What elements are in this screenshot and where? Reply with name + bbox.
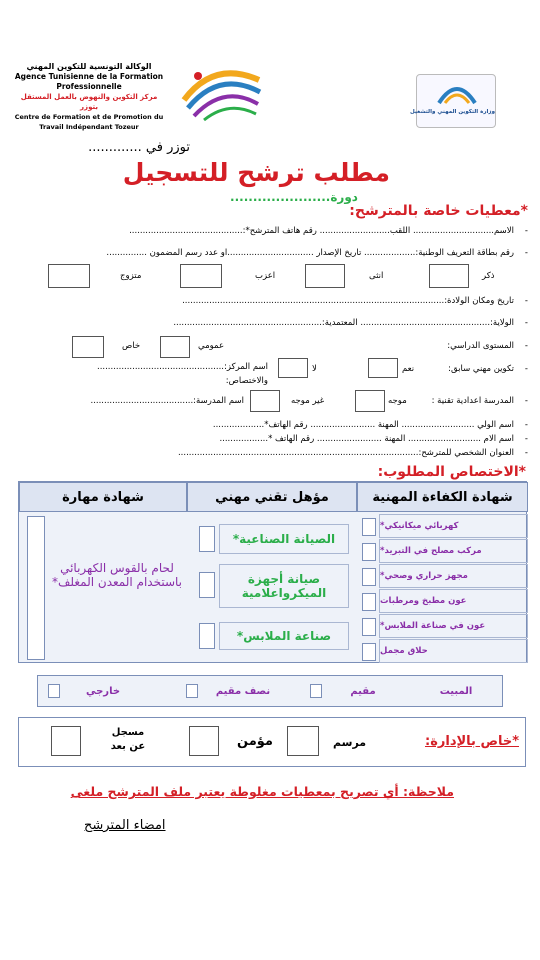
married-checkbox[interactable] — [48, 264, 90, 288]
public-checkbox[interactable] — [160, 336, 190, 358]
name-row[interactable]: الاسم.............................. اللقب.......................... رقم هاتف المترشح*:.......................................... — [129, 226, 514, 236]
cap-item: عون في صناعة الملابس* — [379, 614, 528, 638]
no-label: لا — [312, 364, 317, 374]
bullet: - — [524, 396, 528, 406]
admin-section — [18, 717, 526, 767]
signature-label: امضاء المترشح — [84, 818, 166, 833]
cap-checkbox[interactable] — [362, 643, 376, 661]
study-level-label: المستوى الدراسي: — [447, 341, 514, 351]
skill-checkbox[interactable] — [27, 516, 45, 660]
cap-checkbox[interactable] — [362, 518, 376, 536]
specialty-field[interactable]: والاختصاص: — [225, 376, 268, 386]
col-skill-header: شهادة مهارة — [19, 482, 187, 512]
btp-checkbox[interactable] — [199, 623, 215, 649]
school-name-field[interactable]: اسم المدرسة:...................................... — [90, 396, 244, 406]
cap-item: كهربائي ميكانيكي* — [379, 514, 528, 538]
cap-checkbox[interactable] — [362, 618, 376, 636]
ministry-emblem-icon — [435, 79, 479, 107]
ministry-name: وزارة التكوين المهني والتشغيل — [409, 109, 495, 115]
address-row[interactable]: العنوان الشخصي للمترشح:......................................................................................... — [177, 448, 514, 458]
married-label: متزوج — [120, 271, 142, 281]
bullet: - — [524, 448, 528, 458]
col-cap-header: شهادة الكفاءة المهنية — [357, 482, 528, 512]
female-checkbox[interactable] — [305, 264, 345, 288]
centre-name-fr-2: Travail Indépendant Tozeur — [39, 123, 139, 131]
cap-item: مجهز حراري وصحي* — [379, 564, 528, 588]
insured-label: مؤمن — [237, 734, 273, 749]
cap-item: عون مطبخ ومرطبات — [379, 589, 528, 613]
mother-row[interactable]: اسم الام ........................... المهنة ........................ رقم الهاتف *.................. — [219, 434, 514, 444]
btp-checkbox[interactable] — [199, 572, 215, 598]
prep-school-label: المدرسة اعدادية تقنية : — [431, 396, 514, 406]
bullet: - — [524, 434, 528, 444]
female-label: انثى — [369, 271, 384, 281]
centre-name-fr-1: Centre de Formation et de Promotion du — [14, 113, 164, 121]
private-label: خاص — [122, 341, 141, 351]
specialty-table — [18, 481, 527, 663]
agency-name-ar: الوكالة التونسية للتكوين المهني — [26, 62, 152, 71]
cap-checkbox[interactable] — [362, 593, 376, 611]
bullet: - — [524, 226, 528, 236]
btp-item: الصيانة الصناعية* — [219, 524, 349, 554]
single-checkbox[interactable] — [180, 264, 222, 288]
centre-name-ar: مركز التكوين والنهوض بالعمل المستقل بتوزر — [20, 93, 158, 111]
state-row[interactable]: الولاية:................................................ المعتمدية:....................................................... — [173, 318, 514, 328]
external-label: خارجي — [85, 685, 121, 697]
single-label: اعزب — [255, 271, 276, 281]
prev-training-label: تكوين مهني سابق: — [448, 364, 514, 374]
bullet: - — [524, 248, 528, 258]
half-resident-checkbox[interactable] — [186, 684, 198, 698]
cap-checkbox[interactable] — [362, 543, 376, 561]
male-checkbox[interactable] — [429, 264, 469, 288]
public-label: عمومي — [198, 341, 225, 351]
housing-row — [37, 675, 503, 707]
session-field: دورة...................... — [230, 190, 358, 204]
resident-label: مقيم — [350, 685, 376, 697]
cap-item: حلاق مجمل — [379, 639, 528, 663]
specialty-section-title: *الاختصاص المطلوب: — [377, 464, 526, 480]
place-date: توزر في ............. — [88, 140, 190, 155]
id-row[interactable]: رقم بطاقة التعريف الوطنية:................... تاريخ الإصدار ................................او عدد رسم المضمون ............... — [106, 248, 514, 258]
yes-label: نعم — [402, 364, 415, 374]
bullet: - — [524, 318, 528, 328]
male-label: ذكر — [482, 271, 495, 281]
cap-item: مركب مصلح في التبريد* — [379, 539, 528, 563]
bullet: - — [524, 341, 528, 351]
half-resident-label: نصف مقيم — [215, 685, 271, 697]
enrolled-checkbox[interactable] — [287, 726, 319, 756]
remote-checkbox[interactable] — [51, 726, 81, 756]
yes-checkbox[interactable] — [368, 358, 398, 378]
bullet: - — [524, 364, 528, 374]
no-checkbox[interactable] — [278, 358, 308, 378]
col-btp-header: مؤهل تقني مهني — [187, 482, 357, 512]
guided-label: موجه — [388, 396, 407, 406]
admin-label: *خاص بالإدارة: — [425, 734, 519, 749]
not-guided-checkbox[interactable] — [250, 390, 280, 412]
btp-item: صناعة الملابس* — [219, 622, 349, 650]
resident-checkbox[interactable] — [310, 684, 322, 698]
private-checkbox[interactable] — [72, 336, 104, 358]
housing-label: المبيت — [439, 685, 473, 697]
ministry-logo — [409, 74, 496, 128]
enrolled-label: مرسم — [333, 736, 367, 749]
not-guided-label: غير موجه — [291, 396, 325, 406]
cap-checkbox[interactable] — [362, 568, 376, 586]
agency-logo — [14, 56, 266, 131]
agency-name-fr-1: Agence Tunisienne de la Formation — [14, 72, 164, 81]
atfp-emblem-icon — [174, 60, 264, 124]
remote-label: مسجل عن بعد — [110, 727, 146, 752]
btp-item: صيانة أجهزة الميكرواعلامية — [219, 564, 349, 608]
insured-checkbox[interactable] — [189, 726, 219, 756]
page-title: مطلب ترشح للتسجيل — [122, 158, 390, 187]
disclaimer-note: ملاحظة: أي تصريح بمعطيات مغلوطة يعتبر ملف المترشح ملغى — [70, 784, 454, 799]
birth-row[interactable]: تاريخ ومكان الولادة:................................................................................................. — [182, 296, 514, 306]
btp-checkbox[interactable] — [199, 526, 215, 552]
bullet: - — [524, 420, 528, 430]
external-checkbox[interactable] — [48, 684, 60, 698]
center-name-field[interactable]: اسم المركز:............................................... — [97, 362, 268, 372]
skill-item: لحام بالقوس الكهربائي باستخدام المعدن المغلف* — [51, 561, 183, 589]
agency-name-fr-2: Professionnelle — [56, 82, 122, 91]
candidate-section-title: *معطيات خاصة بالمترشح: — [349, 203, 528, 219]
bullet: - — [524, 296, 528, 306]
guardian-row[interactable]: اسم الولي ........................... المهنة ........................ رقم الهاتف*................... — [212, 420, 514, 430]
guided-checkbox[interactable] — [355, 390, 385, 412]
